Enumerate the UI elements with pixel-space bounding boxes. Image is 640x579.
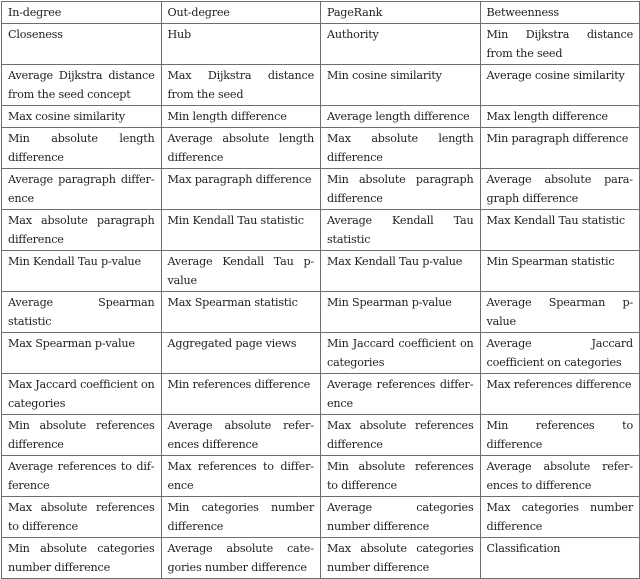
table-cell: Max cosine similarity	[2, 105, 162, 127]
table-cell: Min Kendall Tau statistic	[161, 209, 321, 250]
table-cell: Average absolute length difference	[161, 127, 321, 168]
table-row	[2, 2, 640, 24]
table-cell: Average Spearman statistic	[2, 291, 162, 332]
table-cell: Min Spearman statistic	[480, 250, 640, 291]
table-cell: Betweenness	[480, 2, 640, 24]
table-cell: Min categories number difference	[161, 496, 321, 537]
table-cell: Average absolute categories number difference	[161, 537, 321, 578]
table-cell: Max absolute references difference	[321, 414, 481, 455]
table-cell: Min references difference	[161, 373, 321, 414]
table-cell: Max Spearman statistic	[161, 291, 321, 332]
table-cell: Max references to difference	[161, 455, 321, 496]
table-row	[2, 414, 640, 455]
table-cell: Max categories number difference	[480, 496, 640, 537]
table-row	[2, 127, 640, 168]
table-row	[2, 332, 640, 373]
table-cell: Max Jaccard coefficient on categories	[2, 373, 162, 414]
table-cell: Max absolute paragraph difference	[2, 209, 162, 250]
table-cell: Max absolute length difference	[321, 127, 481, 168]
table-cell: PageRank	[321, 2, 481, 24]
table-cell: Average absolute references difference	[161, 414, 321, 455]
table-cell: Min length difference	[161, 105, 321, 127]
table-cell: Max Kendall Tau p-value	[321, 250, 481, 291]
table-cell: Max length difference	[480, 105, 640, 127]
table-cell: Average references difference	[321, 373, 481, 414]
table-cell: Average paragraph difference	[2, 168, 162, 209]
table-cell: Min absolute references to difference	[321, 455, 481, 496]
table-cell: Hub	[161, 23, 321, 64]
table-cell: Average Spearman p-value	[480, 291, 640, 332]
table-row	[2, 23, 640, 64]
table-cell: Min absolute paragraph difference	[321, 168, 481, 209]
table-cell: Max Dijkstra distance from the seed	[161, 64, 321, 105]
table-cell: Average references to difference	[2, 455, 162, 496]
table-cell: Min absolute references difference	[2, 414, 162, 455]
table-cell: Average Kendall Tau statistic	[321, 209, 481, 250]
table-row	[2, 209, 640, 250]
table-row	[2, 168, 640, 209]
table-cell: Min paragraph difference	[480, 127, 640, 168]
table-cell: Min cosine similarity	[321, 64, 481, 105]
table-cell: Min Dijkstra distance from the seed	[480, 23, 640, 64]
table-cell: Average Dijkstra distance from the seed concept	[2, 64, 162, 105]
table-body	[2, 2, 640, 579]
table-row	[2, 496, 640, 537]
table-cell: Min absolute length difference	[2, 127, 162, 168]
table-cell: Max absolute references to difference	[2, 496, 162, 537]
table-cell: Max Spearman p-value	[2, 332, 162, 373]
table-cell: Min Spearman p-value	[321, 291, 481, 332]
table-cell: In-degree	[2, 2, 162, 24]
table-cell: Max absolute categories number difference	[321, 537, 481, 578]
table-row	[2, 105, 640, 127]
table-cell: Average length difference	[321, 105, 481, 127]
features-table-container	[1, 1, 640, 579]
table-cell: Min Kendall Tau p-value	[2, 250, 162, 291]
table-row	[2, 373, 640, 414]
table-row	[2, 250, 640, 291]
table-cell: Authority	[321, 23, 481, 64]
table-row	[2, 64, 640, 105]
table-cell: Aggregated page views	[161, 332, 321, 373]
table-row	[2, 455, 640, 496]
table-row	[2, 291, 640, 332]
table-cell: Closeness	[2, 23, 162, 64]
features-table	[1, 1, 640, 579]
table-cell: Max paragraph difference	[161, 168, 321, 209]
table-cell: Average categories number difference	[321, 496, 481, 537]
table-cell: Average absolute references to difference	[480, 455, 640, 496]
table-cell: Max references difference	[480, 373, 640, 414]
table-row	[2, 537, 640, 578]
table-cell: Average absolute paragraph difference	[480, 168, 640, 209]
table-cell: Min references to difference	[480, 414, 640, 455]
table-cell: Max Kendall Tau statistic	[480, 209, 640, 250]
table-cell: Out-degree	[161, 2, 321, 24]
table-cell: Average cosine similarity	[480, 64, 640, 105]
table-cell: Classification	[480, 537, 640, 578]
table-cell: Average Jaccard coefficient on categories	[480, 332, 640, 373]
table-cell: Average Kendall Tau p-value	[161, 250, 321, 291]
table-cell: Min Jaccard coefficient on categories	[321, 332, 481, 373]
table-cell: Min absolute categories number difference	[2, 537, 162, 578]
